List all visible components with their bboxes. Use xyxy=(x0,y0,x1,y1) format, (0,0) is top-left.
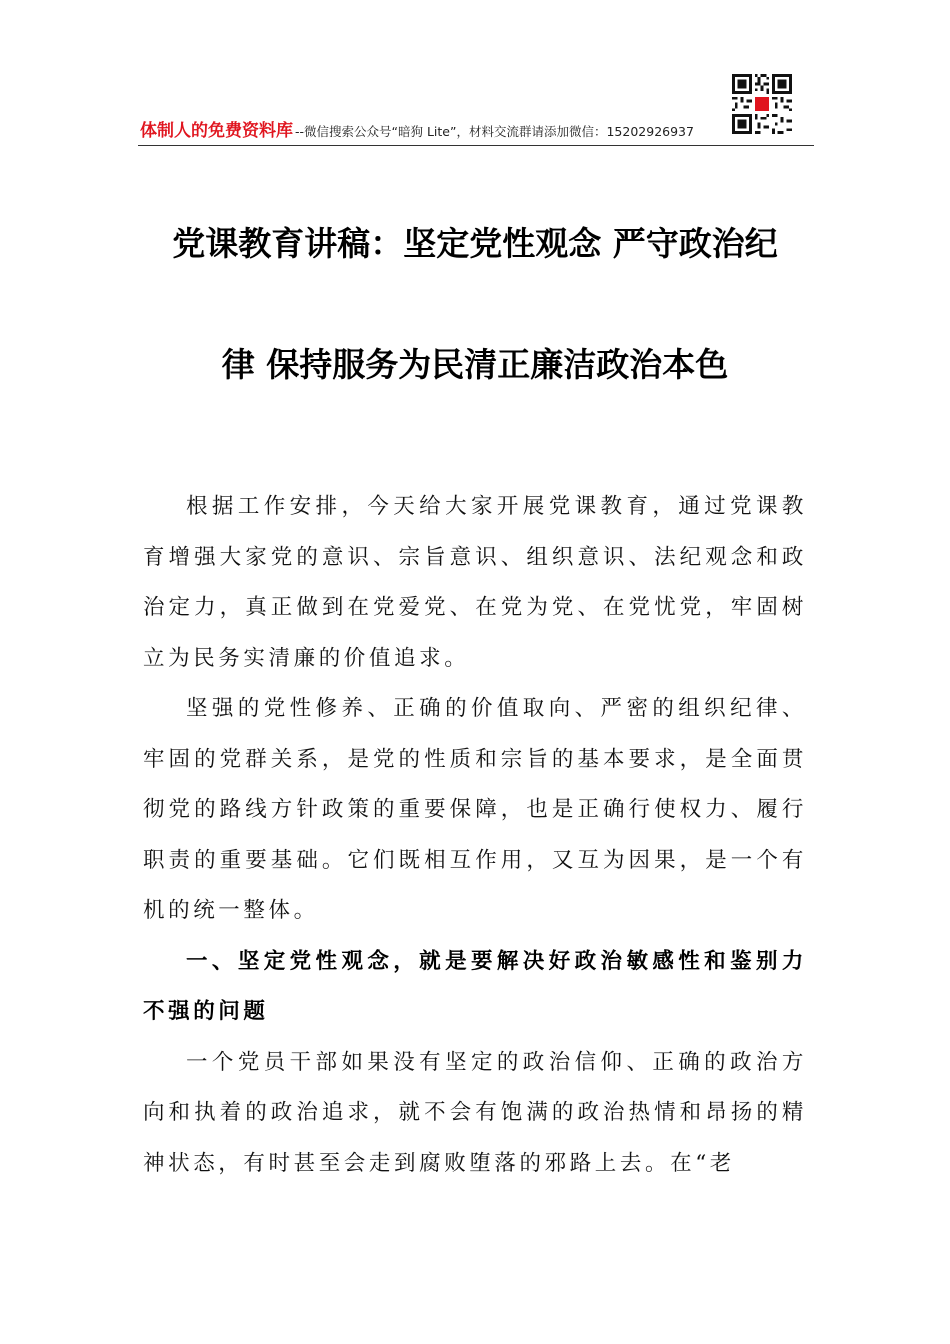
section-heading: 一、坚定党性观念，就是要解决好政治敏感性和鉴别力不强的问题 xyxy=(143,948,807,1024)
header-note: --微信搜索公众号“暗狗 Lite”，材料交流群请添加微信：15202926937 xyxy=(295,124,694,139)
document-body xyxy=(143,482,807,1189)
paragraph: 一个党员干部如果没有坚定的政治信仰、正确的政治方向和执着的政治追求，就不会有饱满的政治热情和昂扬的精神状态，有时甚至会走到腐败堕落的邪路上去。在“老 xyxy=(143,1049,807,1176)
header-divider xyxy=(138,145,814,146)
document-header xyxy=(140,116,790,146)
paragraph: 坚强的党性修养、正确的价值取向、严密的组织纪律、牢固的党群关系，是党的性质和宗旨的基本要求，是全面贯彻党的路线方针政策的重要保障，也是正确行使权力、履行职责的重要基础。它们既相互作用，又互为因果，是一个有机的统一整体。 xyxy=(143,696,807,923)
document-title-line-2: 律 保持服务为民清正廉洁政治本色 xyxy=(221,345,729,384)
header-brand: 体制人的免费资料库 xyxy=(140,121,293,141)
paragraph: 根据工作安排，今天给大家开展党课教育，通过党课教育增强大家党的意识、宗旨意识、组织意识、法纪观念和政治定力，真正做到在党爱党、在党为党、在党忧党，牢固树立为民务实清廉的价值追求。 xyxy=(143,494,807,671)
document-title-line-1: 党课教育讲稿：坚定党性观念 严守政治纪 xyxy=(172,224,778,263)
qr-code-icon xyxy=(732,74,792,134)
